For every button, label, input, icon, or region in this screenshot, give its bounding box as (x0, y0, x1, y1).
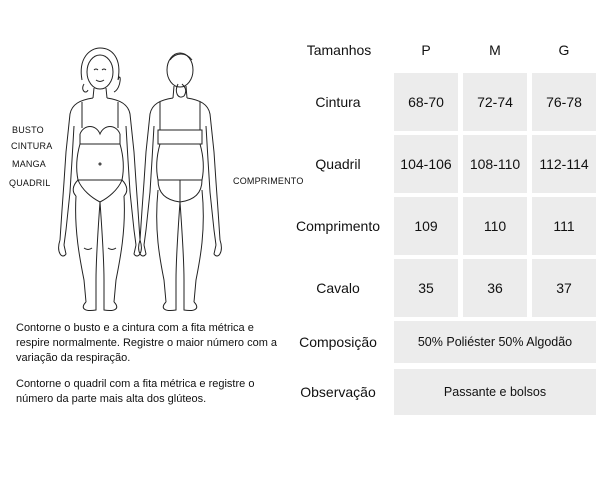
cell-quadril-m: 108-110 (463, 135, 527, 193)
cell-cavalo-m: 36 (463, 259, 527, 317)
front-figure-icon (59, 48, 142, 311)
header-tamanhos: Tamanhos (306, 42, 372, 58)
header-size-m: M (489, 42, 501, 58)
cell-cavalo-g: 37 (532, 259, 596, 317)
cell-cintura-g: 76-78 (532, 73, 596, 131)
instruction-hip: Contorne o quadril com a fita métrica e registre o número da parte mais alta dos glúteos. (16, 378, 255, 405)
row-label-cintura: Cintura (315, 94, 361, 110)
row-label-comprimento: Comprimento (295, 218, 381, 234)
back-figure-icon (139, 53, 222, 311)
row-label-composicao: Composição (299, 334, 377, 350)
cell-cintura-m: 72-74 (463, 73, 527, 131)
label-comprimento: COMPRIMENTO (233, 176, 304, 186)
cell-observacao: Passante e bolsos (394, 369, 596, 415)
cell-quadril-p: 104-106 (394, 135, 458, 193)
label-busto: BUSTO (12, 125, 44, 135)
instruction-bust-waist: Contorne o busto e a cintura com a fita métrica e respire normalmente. Registre o maior número com a variação da respiração. (16, 322, 278, 364)
label-manga: MANGA (12, 159, 47, 169)
header-size-p: P (421, 42, 431, 58)
label-cintura: CINTURA (11, 141, 53, 151)
label-quadril: QUADRIL (9, 178, 51, 188)
cell-quadril-g: 112-114 (532, 135, 596, 193)
cell-cintura-p: 68-70 (394, 73, 458, 131)
row-label-observacao: Observação (300, 384, 376, 400)
cell-comprimento-p: 109 (394, 197, 458, 255)
row-label-cavalo: Cavalo (316, 280, 360, 296)
cell-composicao: 50% Poliéster 50% Algodão (394, 321, 596, 363)
cell-comprimento-m: 110 (463, 197, 527, 255)
cell-comprimento-g: 111 (532, 197, 596, 255)
cell-cavalo-p: 35 (394, 259, 458, 317)
header-size-g: G (558, 42, 570, 58)
row-label-quadril: Quadril (315, 156, 361, 172)
